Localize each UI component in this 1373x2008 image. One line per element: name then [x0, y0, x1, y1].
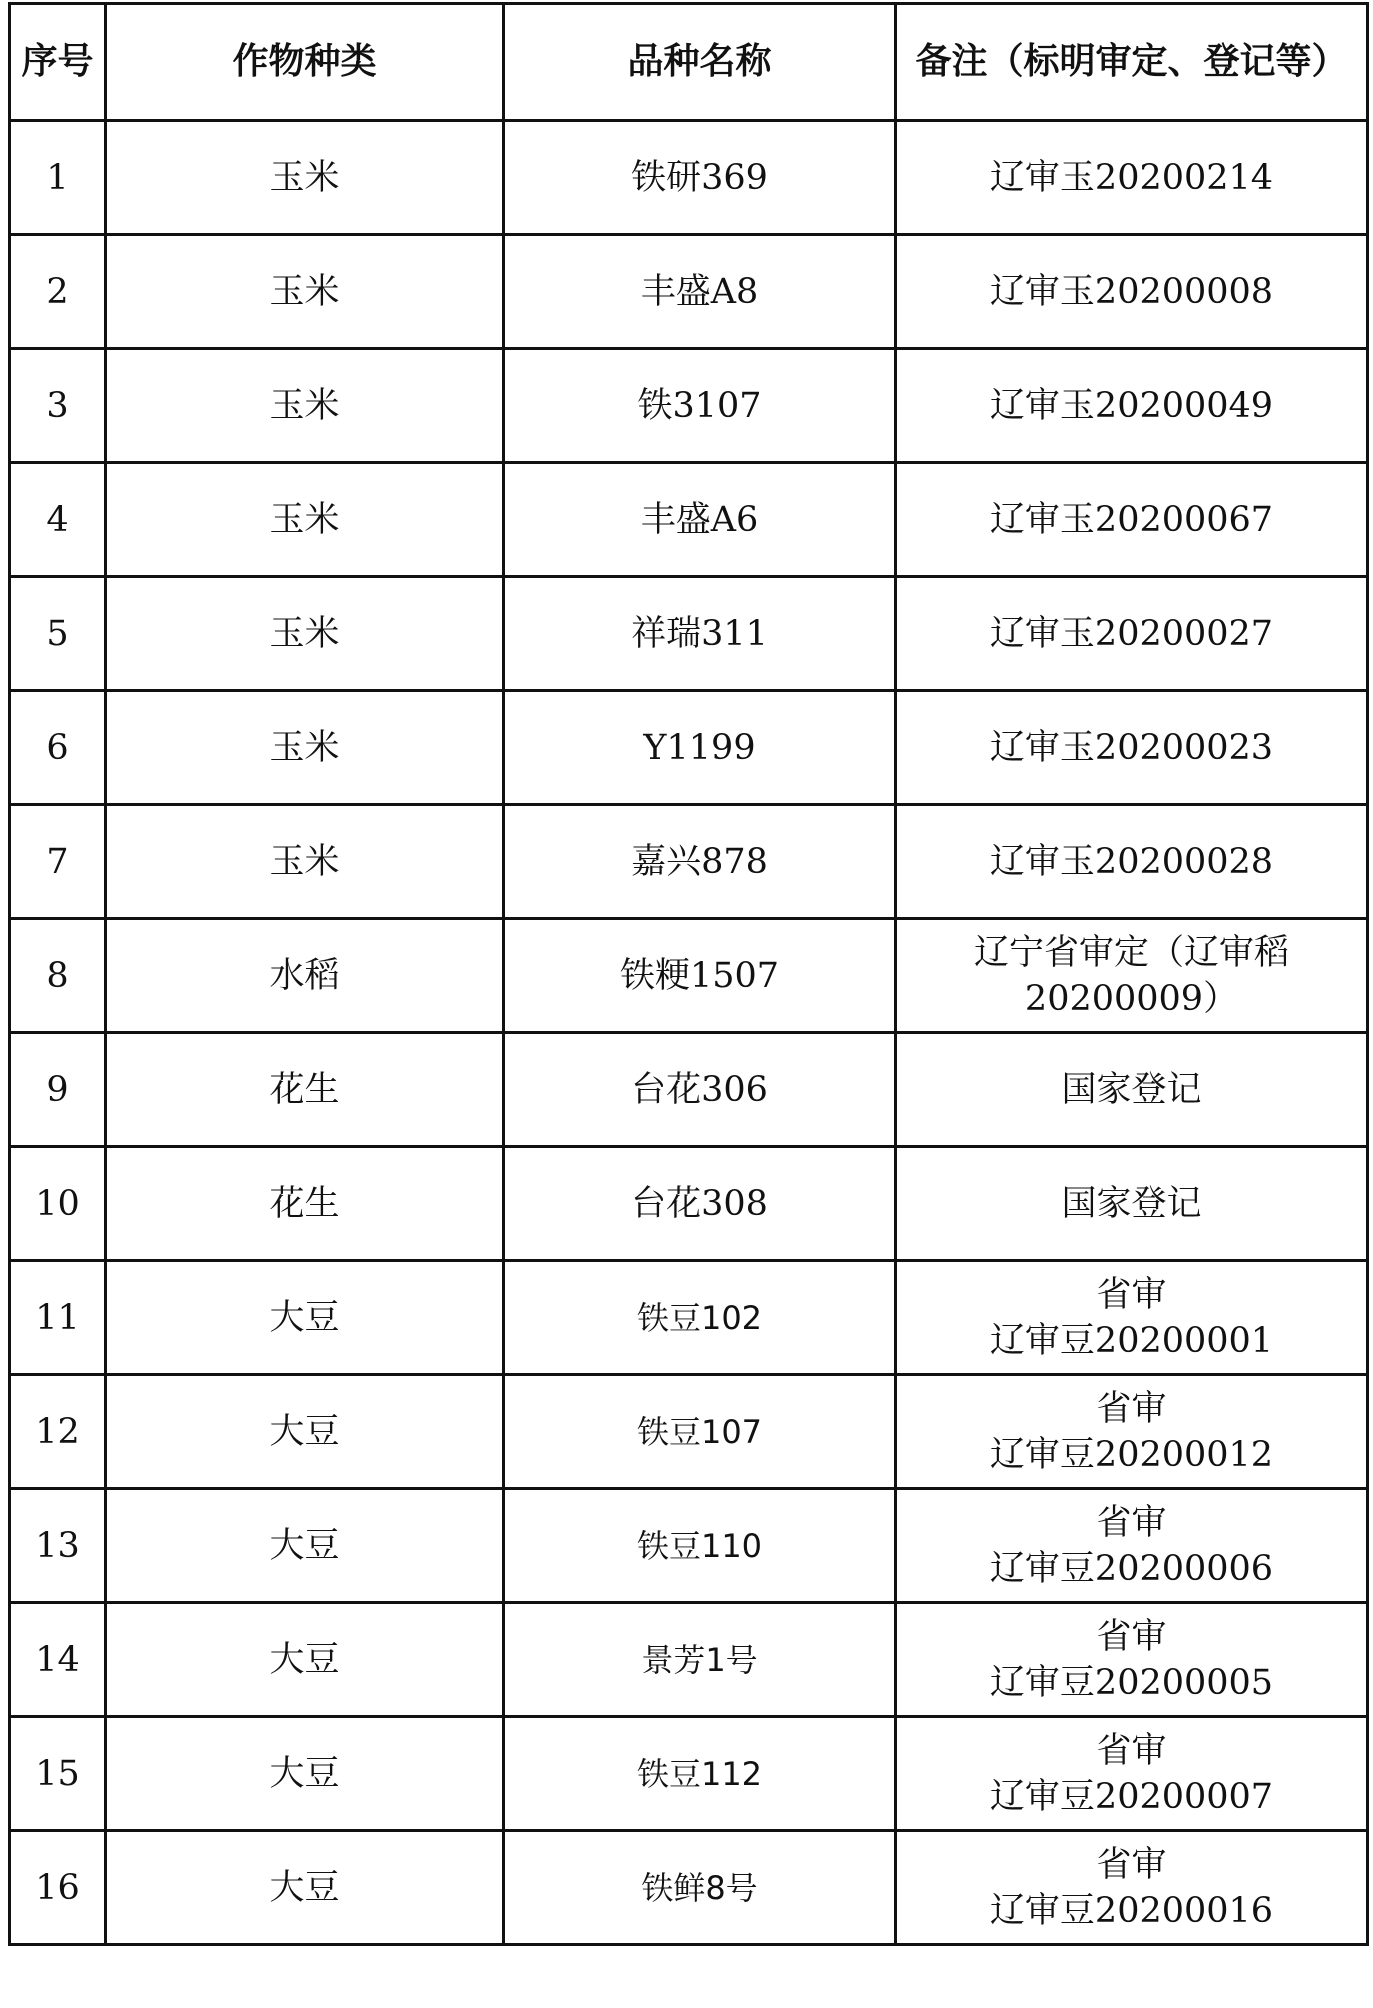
- table-row: [10, 1147, 1368, 1261]
- variety-name-cell: 铁豆107: [504, 1375, 896, 1489]
- notes-cell: [896, 805, 1368, 919]
- notes-line: 辽审玉20200214: [989, 157, 1274, 198]
- table-body: [10, 121, 1368, 1945]
- notes-cell: [896, 349, 1368, 463]
- notes-cell: [896, 1375, 1368, 1489]
- variety-name-cell: Y1199: [504, 691, 896, 805]
- notes-line: 辽审玉20200027: [989, 613, 1274, 654]
- table-row: [10, 1603, 1368, 1717]
- crop-type-cell: 玉米: [106, 691, 504, 805]
- crop-type-cell: 大豆: [106, 1489, 504, 1603]
- table-row: [10, 349, 1368, 463]
- table-row: [10, 463, 1368, 577]
- serial-number-cell: 5: [10, 577, 106, 691]
- notes-line: 辽审玉20200023: [989, 727, 1274, 768]
- table-row: [10, 235, 1368, 349]
- variety-name-cell: 铁鲜8号: [504, 1831, 896, 1945]
- table-row: [10, 919, 1368, 1033]
- table-row: [10, 691, 1368, 805]
- table-header: [10, 4, 1368, 121]
- table-row: [10, 1831, 1368, 1945]
- notes-line: 国家登记: [1061, 1069, 1202, 1110]
- notes-line: 省审: [1096, 1388, 1167, 1429]
- crop-type-cell: 大豆: [106, 1717, 504, 1831]
- serial-number-cell: 8: [10, 919, 106, 1033]
- notes-line: 辽审豆20200012: [989, 1434, 1274, 1475]
- serial-number-cell: 14: [10, 1603, 106, 1717]
- notes-line: 省审: [1096, 1616, 1167, 1657]
- variety-name-cell: 铁粳1507: [504, 919, 896, 1033]
- crop-type-cell: 大豆: [106, 1603, 504, 1717]
- notes-line: 省审: [1096, 1730, 1167, 1771]
- serial-number-cell: 3: [10, 349, 106, 463]
- serial-number-cell: 13: [10, 1489, 106, 1603]
- notes-cell: [896, 1489, 1368, 1603]
- notes-line: 辽审玉20200049: [989, 385, 1274, 426]
- notes-cell: [896, 1147, 1368, 1261]
- table-row: [10, 577, 1368, 691]
- table-row: [10, 1717, 1368, 1831]
- notes-line: 省审: [1096, 1274, 1167, 1315]
- serial-number-cell: 4: [10, 463, 106, 577]
- notes-line: 省审: [1096, 1844, 1167, 1885]
- crop-type-cell: 大豆: [106, 1375, 504, 1489]
- crop-type-cell: 大豆: [106, 1261, 504, 1375]
- serial-number-cell: 9: [10, 1033, 106, 1147]
- notes-cell: [896, 1261, 1368, 1375]
- notes-cell: [896, 691, 1368, 805]
- notes-cell: [896, 463, 1368, 577]
- notes-cell: [896, 121, 1368, 235]
- crop-type-cell: 大豆: [106, 1831, 504, 1945]
- header-row: [10, 4, 1368, 121]
- notes-line: 辽宁省审定（辽审稻: [973, 932, 1289, 973]
- crop-type-cell: 水稻: [106, 919, 504, 1033]
- crop-type-cell: 玉米: [106, 121, 504, 235]
- serial-number-cell: 16: [10, 1831, 106, 1945]
- notes-cell: [896, 235, 1368, 349]
- table-row: [10, 805, 1368, 919]
- variety-name-cell: 铁研369: [504, 121, 896, 235]
- notes-cell: [896, 919, 1368, 1033]
- variety-table: [8, 2, 1369, 1946]
- table-row: [10, 1489, 1368, 1603]
- crop-type-cell: 玉米: [106, 577, 504, 691]
- variety-name-cell: 台花308: [504, 1147, 896, 1261]
- serial-number-cell: 12: [10, 1375, 106, 1489]
- table-row: [10, 1375, 1368, 1489]
- serial-number-cell: 10: [10, 1147, 106, 1261]
- serial-number-cell: 7: [10, 805, 106, 919]
- notes-line: 辽审玉20200067: [989, 499, 1274, 540]
- header-notes: 备注（标明审定、登记等）: [896, 4, 1368, 121]
- serial-number-cell: 6: [10, 691, 106, 805]
- notes-cell: [896, 1831, 1368, 1945]
- variety-name-cell: 祥瑞311: [504, 577, 896, 691]
- notes-line: 辽审玉20200008: [989, 271, 1274, 312]
- header-crop-type: 作物种类: [106, 4, 504, 121]
- crop-type-cell: 玉米: [106, 805, 504, 919]
- crop-type-cell: 花生: [106, 1147, 504, 1261]
- serial-number-cell: 11: [10, 1261, 106, 1375]
- notes-cell: [896, 1033, 1368, 1147]
- crop-type-cell: 玉米: [106, 235, 504, 349]
- notes-cell: [896, 1603, 1368, 1717]
- notes-line: 辽审豆20200005: [989, 1662, 1274, 1703]
- variety-name-cell: 丰盛A8: [504, 235, 896, 349]
- notes-line: 辽审豆20200016: [989, 1890, 1274, 1931]
- notes-line: 省审: [1096, 1502, 1167, 1543]
- variety-name-cell: 景芳1号: [504, 1603, 896, 1717]
- notes-cell: [896, 1717, 1368, 1831]
- notes-line: 20200009）: [1024, 978, 1239, 1019]
- notes-line: 辽审豆20200001: [989, 1320, 1274, 1361]
- variety-name-cell: 铁豆110: [504, 1489, 896, 1603]
- table-row: [10, 1033, 1368, 1147]
- table-row: [10, 1261, 1368, 1375]
- variety-name-cell: 丰盛A6: [504, 463, 896, 577]
- notes-line: 国家登记: [1061, 1183, 1202, 1224]
- crop-type-cell: 玉米: [106, 349, 504, 463]
- header-serial-number: 序号: [10, 4, 106, 121]
- variety-name-cell: 铁豆112: [504, 1717, 896, 1831]
- variety-name-cell: 嘉兴878: [504, 805, 896, 919]
- variety-name-cell: 铁3107: [504, 349, 896, 463]
- table-row: [10, 121, 1368, 235]
- crop-type-cell: 玉米: [106, 463, 504, 577]
- notes-line: 辽审豆20200007: [989, 1776, 1274, 1817]
- notes-line: 辽审豆20200006: [989, 1548, 1274, 1589]
- header-variety-name: 品种名称: [504, 4, 896, 121]
- variety-name-cell: 台花306: [504, 1033, 896, 1147]
- serial-number-cell: 2: [10, 235, 106, 349]
- crop-type-cell: 花生: [106, 1033, 504, 1147]
- serial-number-cell: 15: [10, 1717, 106, 1831]
- serial-number-cell: 1: [10, 121, 106, 235]
- variety-name-cell: 铁豆102: [504, 1261, 896, 1375]
- notes-cell: [896, 577, 1368, 691]
- notes-line: 辽审玉20200028: [989, 841, 1274, 882]
